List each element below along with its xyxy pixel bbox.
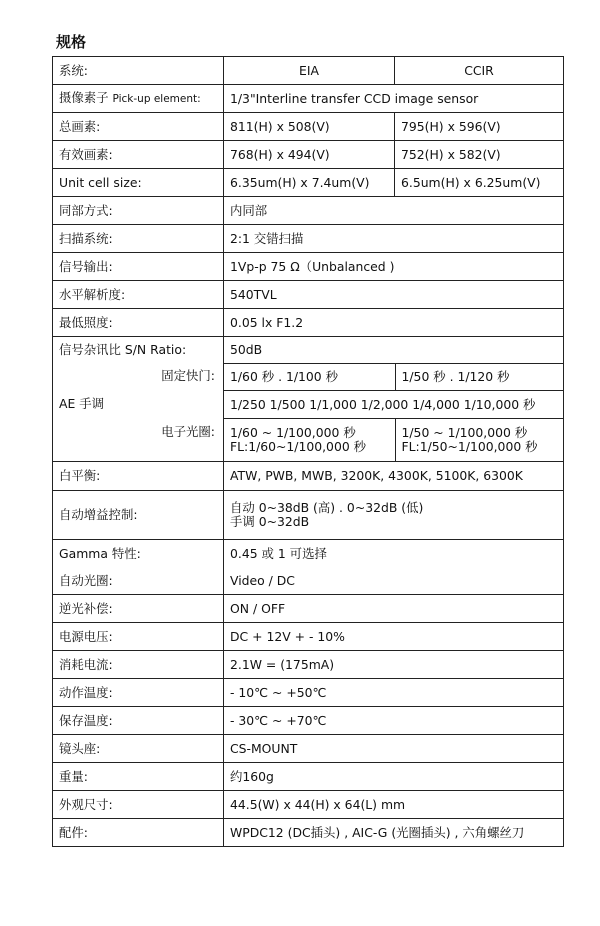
row-value: ATW, PWB, MWB, 3200K, 4300K, 5100K, 6300K <box>224 462 564 491</box>
table-row-lens-mount <box>53 735 564 763</box>
table-row-operating-temp <box>53 679 564 707</box>
table-row-ae <box>53 363 564 462</box>
row-label: 同部方式: <box>53 197 224 225</box>
row-value: DC + 12V + - 10% <box>224 623 564 651</box>
iris-eia: 1/60 ~ 1/100,000 秒 FL:1/60~1/100,000 秒 <box>230 425 367 454</box>
table-row-dimensions <box>53 791 564 819</box>
table-row-system <box>53 57 564 85</box>
column-header-eia: EIA <box>224 57 395 85</box>
table-row-resolution <box>53 281 564 309</box>
row-label: 最低照度: <box>53 309 224 337</box>
shutter-label: 固定快门: <box>161 368 215 383</box>
ae-label-cell <box>53 363 224 462</box>
table-row-min-illumination <box>53 309 564 337</box>
shutter-eia: 1/60 秒 . 1/100 秒 <box>224 364 395 391</box>
page-title: 规格 <box>56 33 87 51</box>
row-label: 自动光圈: <box>53 567 224 595</box>
row-label: 保存温度: <box>53 707 224 735</box>
row-value: 2.1W = (175mA) <box>224 651 564 679</box>
row-value: - 10℃ ~ +50℃ <box>224 679 564 707</box>
shutter-ccir: 1/50 秒 . 1/120 秒 <box>395 364 564 391</box>
row-value: 44.5(W) x 44(H) x 64(L) mm <box>224 791 564 819</box>
row-value: 50dB <box>224 337 564 364</box>
row-label: 电源电压: <box>53 623 224 651</box>
value-eia: 6.35um(H) x 7.4um(V) <box>224 169 395 197</box>
table-row-weight <box>53 763 564 791</box>
row-value: 内同部 <box>224 197 564 225</box>
table-row-pickup <box>53 85 564 113</box>
row-label: 镜头座: <box>53 735 224 763</box>
row-label: 信号输出: <box>53 253 224 281</box>
column-header-ccir: CCIR <box>395 57 564 85</box>
table-row-gamma <box>53 540 564 568</box>
table-row-unit-cell <box>53 169 564 197</box>
table-row-scan <box>53 225 564 253</box>
shutter-common: 1/250 1/500 1/1,000 1/2,000 1/4,000 1/10,000 秒 <box>224 391 564 419</box>
row-value: 0.45 或 1 可选择 <box>224 540 564 568</box>
row-value: WPDC12 (DC插头) , AIC-G (光圈插头) , 六角螺丝刀 <box>224 819 564 847</box>
table-row-effective-pixels <box>53 141 564 169</box>
row-value: 约160g <box>224 763 564 791</box>
table-row-snr <box>53 337 564 364</box>
row-value: 1Vp-p 75 Ω（Unbalanced ) <box>224 253 564 281</box>
row-label: Unit cell size: <box>53 169 224 197</box>
row-label: Gamma 特性: <box>53 540 224 568</box>
value-ccir: 795(H) x 596(V) <box>395 113 564 141</box>
row-label: 系统: <box>53 57 224 85</box>
table-row-white-balance <box>53 462 564 491</box>
ae-label: AE 手调 <box>59 396 105 411</box>
row-label: 配件: <box>53 819 224 847</box>
table-row-auto-iris <box>53 567 564 595</box>
row-label: 动作温度: <box>53 679 224 707</box>
iris-ccir: 1/50 ~ 1/100,000 秒 FL:1/50~1/100,000 秒 <box>395 419 564 462</box>
row-label: 逆光补偿: <box>53 595 224 623</box>
row-value: 2:1 交错扫描 <box>224 225 564 253</box>
row-label: 有效画素: <box>53 141 224 169</box>
table-row-agc <box>53 491 564 540</box>
row-value: 0.05 lx F1.2 <box>224 309 564 337</box>
table-row-power-consumption <box>53 651 564 679</box>
row-label: 消耗电流: <box>53 651 224 679</box>
table-row-storage-temp <box>53 707 564 735</box>
row-value: CS-MOUNT <box>224 735 564 763</box>
row-value: 540TVL <box>224 281 564 309</box>
row-label: 白平衡: <box>53 462 224 491</box>
row-label: 水平解析度: <box>53 281 224 309</box>
row-label: 自动增益控制: <box>53 491 224 540</box>
row-label: 外观尺寸: <box>53 791 224 819</box>
table-row-power-supply <box>53 623 564 651</box>
table-row-blc <box>53 595 564 623</box>
row-label: 扫描系统: <box>53 225 224 253</box>
row-value: 自动 0~38dB (高) . 0~32dB (低) 手调 0~32dB <box>224 491 564 540</box>
row-value: Video / DC <box>224 567 564 595</box>
row-value: ON / OFF <box>224 595 564 623</box>
iris-label: 电子光圈: <box>161 424 215 439</box>
value-eia: 768(H) x 494(V) <box>224 141 395 169</box>
row-label: 重量: <box>53 763 224 791</box>
table-row-accessories <box>53 819 564 847</box>
table-row-sync <box>53 197 564 225</box>
value-eia: 811(H) x 508(V) <box>224 113 395 141</box>
value-ccir: 752(H) x 582(V) <box>395 141 564 169</box>
row-value: - 30℃ ~ +70℃ <box>224 707 564 735</box>
value-ccir: 6.5um(H) x 6.25um(V) <box>395 169 564 197</box>
row-value: 1/3"Interline transfer CCD image sensor <box>224 85 564 113</box>
ae-values-cell <box>224 363 564 462</box>
row-label: 总画素: <box>53 113 224 141</box>
spec-table <box>52 56 564 847</box>
row-label: 信号杂讯比 S/N Ratio: <box>53 337 224 364</box>
row-label: 摄像素子 Pick-up element: <box>53 85 224 113</box>
table-row-video-output <box>53 253 564 281</box>
table-row-total-pixels <box>53 113 564 141</box>
